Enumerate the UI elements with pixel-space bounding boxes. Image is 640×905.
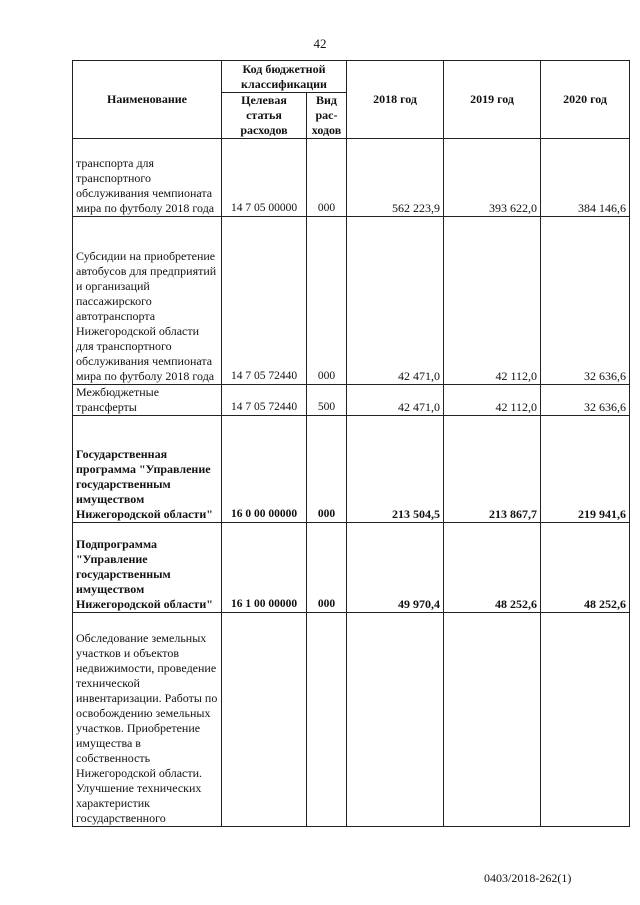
row-value-2020: 32 636,6	[541, 217, 630, 385]
header-name: Наименование	[73, 61, 222, 139]
row-code: 16 1 00 00000	[222, 523, 307, 613]
row-value-2018: 42 471,0	[347, 217, 444, 385]
budget-table	[72, 60, 630, 827]
table-row	[73, 523, 630, 613]
table-row	[73, 416, 630, 523]
row-value-2018: 213 504,5	[347, 416, 444, 523]
row-value-2020	[541, 613, 630, 827]
header-target-article: Целевая статья расходов	[222, 93, 307, 139]
header-code-group: Код бюджетной классификации	[222, 61, 347, 93]
row-code: 14 7 05 72440	[222, 217, 307, 385]
row-name: Обследование земельных участков и объектов недвижимости, проведение технической инвентаризации. Работы по освобождению земельных участков. Приобретение имущества в собственность Нижегородской области. Улучшение технических характеристик государственного	[73, 613, 222, 827]
row-type	[307, 613, 347, 827]
header-expense-type: Вид рас-ходов	[307, 93, 347, 139]
table-row	[73, 139, 630, 217]
row-type: 500	[307, 385, 347, 416]
row-value-2018: 49 970,4	[347, 523, 444, 613]
row-value-2020: 384 146,6	[541, 139, 630, 217]
row-value-2019	[444, 613, 541, 827]
row-value-2019: 48 252,6	[444, 523, 541, 613]
row-value-2020: 32 636,6	[541, 385, 630, 416]
row-name: транспорта для транспортного обслуживания чемпионата мира по футболу 2018 года	[73, 139, 222, 217]
row-value-2020: 219 941,6	[541, 416, 630, 523]
row-name: Межбюджетные трансферты	[73, 385, 222, 416]
row-code: 16 0 00 00000	[222, 416, 307, 523]
row-code: 14 7 05 72440	[222, 385, 307, 416]
row-type: 000	[307, 416, 347, 523]
row-value-2019: 42 112,0	[444, 385, 541, 416]
row-code: 14 7 05 00000	[222, 139, 307, 217]
table-row	[73, 613, 630, 827]
row-type: 000	[307, 523, 347, 613]
table-row	[73, 217, 630, 385]
row-value-2019: 42 112,0	[444, 217, 541, 385]
row-value-2019: 393 622,0	[444, 139, 541, 217]
row-value-2019: 213 867,7	[444, 416, 541, 523]
row-type: 000	[307, 139, 347, 217]
header-2019: 2019 год	[444, 61, 541, 139]
header-2020: 2020 год	[541, 61, 630, 139]
row-value-2018: 42 471,0	[347, 385, 444, 416]
header-2018: 2018 год	[347, 61, 444, 139]
row-value-2020: 48 252,6	[541, 523, 630, 613]
row-name: Подпрограмма "Управление государственным имуществом Нижегородской области"	[73, 523, 222, 613]
table-row	[73, 385, 630, 416]
row-value-2018	[347, 613, 444, 827]
row-type: 000	[307, 217, 347, 385]
row-code	[222, 613, 307, 827]
document-code: 0403/2018-262(1)	[484, 871, 572, 885]
row-value-2018: 562 223,9	[347, 139, 444, 217]
row-name: Субсидии на приобретение автобусов для предприятий и организаций пассажирского автотранспорта Нижегородской области для транспортного обслуживания чемпионата мира по футболу 2018 года	[73, 217, 222, 385]
row-name: Государственная программа "Управление государственным имуществом Нижегородской области"	[73, 416, 222, 523]
page-number: 42	[313, 36, 327, 51]
